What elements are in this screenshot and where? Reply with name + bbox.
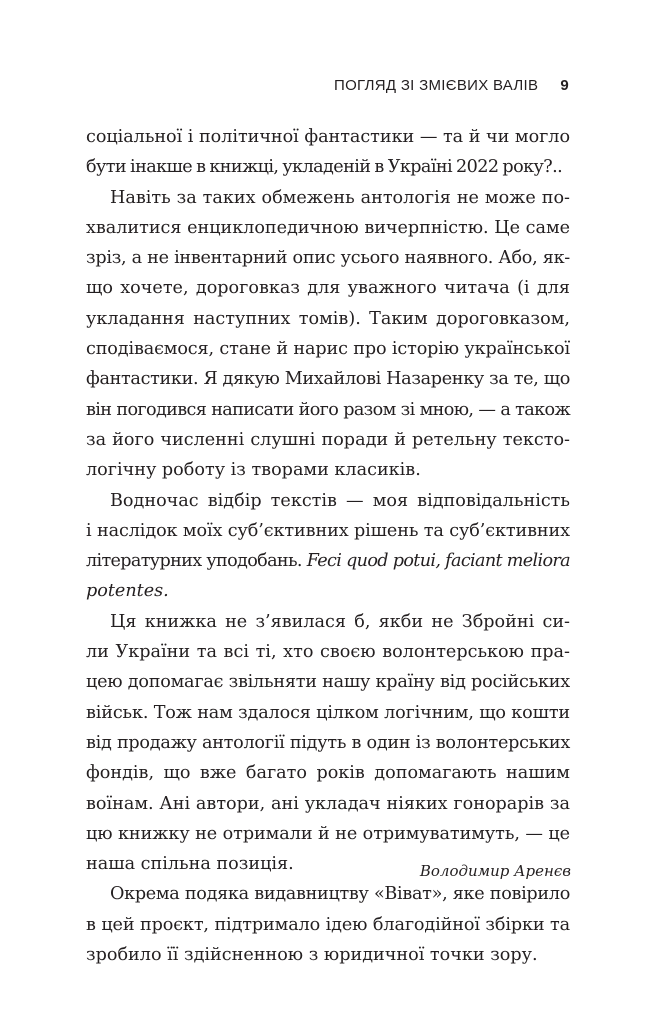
text-run: літературних уподобань.	[86, 551, 302, 572]
text-line: за його численні слушні поради й ретельну тексто-	[86, 429, 570, 450]
text-line: укладання наступних томів). Таким дороговказом,	[86, 308, 570, 329]
text-line-mixed	[86, 546, 570, 576]
latin-quote-end: potentes.	[86, 581, 169, 602]
text-line: хвалитися енциклопедичною вичерпністю. Це саме	[86, 217, 570, 238]
running-title: ПОГЛЯД ЗІ ЗМІЄВИХ ВАЛІВ	[333, 77, 539, 94]
text-line: від продажу антології підуть в один із волонтерських	[86, 732, 570, 753]
text-line: Навіть за таких обмежень антологія не може по-	[110, 187, 570, 208]
text-line: фондів, що вже багато років допомагають нашим	[86, 763, 570, 784]
text-line: фантастики. Я дякую Михайлові Назаренку за те, що	[86, 369, 570, 390]
text-line: зріз, а не інвентарний опис усього наявного. Або, як-	[86, 248, 570, 269]
text-line: він погодився написати його разом зі мною, — а також	[86, 399, 570, 420]
text-line: Ця книжка не з’явилася б, якби не Збройні си-	[110, 611, 570, 632]
paragraph	[86, 486, 570, 607]
text-line: цю книжку не отримали й не отримуватимуть, — це	[86, 823, 570, 844]
text-line: воїнам. Ані автори, ані укладач ніяких гонорарів за	[86, 793, 570, 814]
paragraph	[86, 607, 570, 880]
paragraph	[86, 879, 570, 970]
text-line: в цей проєкт, підтримало ідею благодійної збірки та	[86, 914, 570, 935]
text-line: ли України та всі ті, хто своєю волонтерською пра-	[86, 642, 570, 663]
text-line: що хочете, дороговказ для уважного читача (і для	[86, 278, 570, 299]
paragraph	[86, 122, 570, 183]
paragraph	[86, 183, 570, 486]
text-line: цею допомагає звільняти нашу країну від російських	[86, 672, 570, 693]
text-line: сподіваємося, стане й нарис про історію української	[86, 339, 570, 360]
text-line: Окрема подяка видавництву «Віват», яке повірило	[110, 884, 570, 905]
text-line: і наслідок моїх суб’єктивних рішень та суб’єктивних	[86, 520, 570, 541]
body-text	[86, 122, 570, 970]
latin-quote: Feci quod potui, faciant meliora	[306, 551, 570, 572]
page-number: 9	[560, 77, 569, 94]
text-line: наша спільна позиція.	[86, 854, 294, 875]
text-line: зробило її здійсненною з юридичної точки зору.	[86, 945, 538, 966]
text-line: логічну роботу із творами класиків.	[86, 460, 421, 481]
text-line: військ. Тож нам здалося цілком логічним, що кошти	[86, 702, 570, 723]
text-line: соціальної і політичної фантастики — та й чи могло	[86, 127, 570, 147]
text-line: бути інакше в книжці, укладеній в Україні 2022 року?..	[86, 157, 563, 178]
text-line: Водночас відбір текстів — моя відповідальність	[110, 490, 570, 511]
author-signature: Володимир Аренєв	[419, 862, 571, 880]
running-head	[334, 77, 569, 94]
